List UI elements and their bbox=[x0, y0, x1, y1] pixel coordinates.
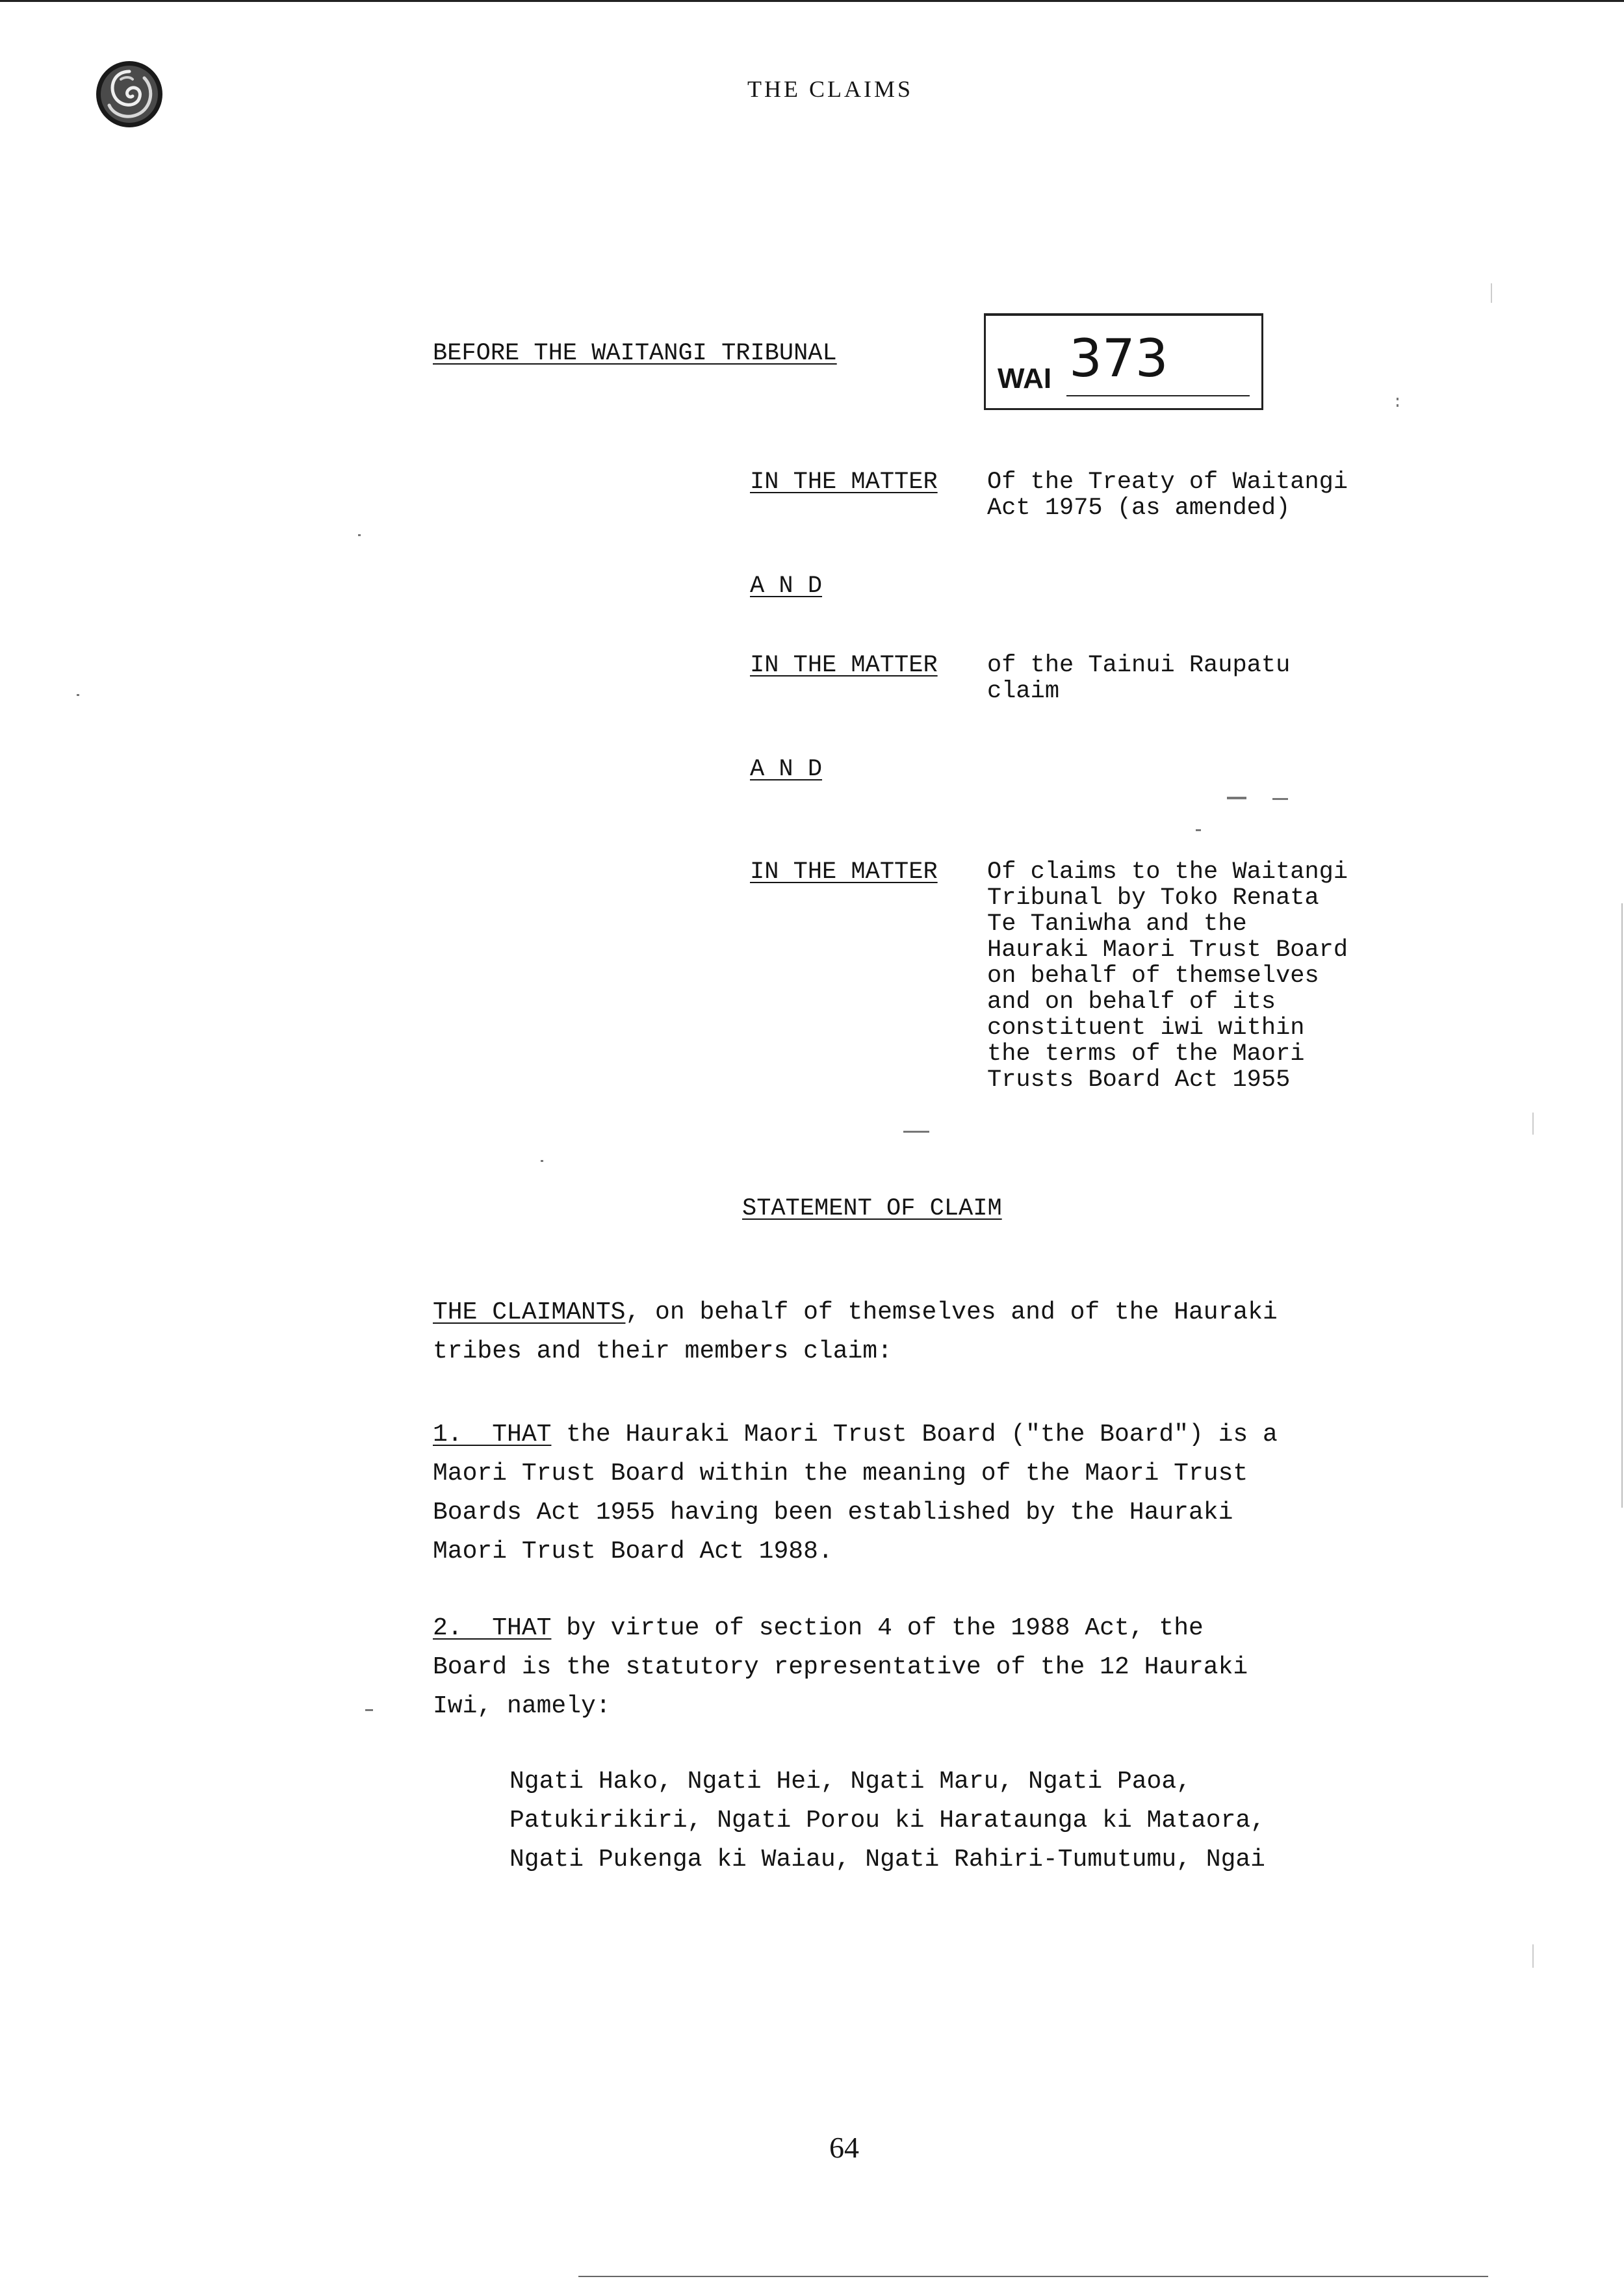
tribunal-logo bbox=[95, 60, 164, 129]
wai-number-handwritten: 373 bbox=[1069, 328, 1168, 389]
iwi-list: Ngati Hako, Ngati Hei, Ngati Maru, Ngati Paoa, Patukirikiri, Ngati Porou ki Harataunga ki Mataora, Ngati Pukenga ki Waiau, Ngati Rahiri-Tumutumu, Ngai bbox=[509, 1768, 1265, 1874]
scan-bottom-edge bbox=[578, 2276, 1488, 2277]
page-header-title: THE CLAIMS bbox=[747, 76, 913, 102]
matter-text: Of the Treaty of Waitangi Act 1975 (as amended) bbox=[987, 469, 1348, 522]
scan-speck bbox=[1227, 797, 1246, 799]
scan-speck bbox=[1397, 398, 1398, 400]
wai-label: WAI bbox=[998, 363, 1052, 394]
scan-speck bbox=[358, 534, 361, 536]
scan-speck bbox=[1532, 1944, 1534, 1968]
scan-speck bbox=[77, 694, 79, 696]
page-number: 64 bbox=[829, 2131, 859, 2164]
claim-paragraph-2 bbox=[433, 1609, 1375, 1726]
paragraph-number: 2. THAT bbox=[433, 1614, 552, 1642]
scan-speck bbox=[1491, 283, 1492, 303]
koru-emblem-icon bbox=[95, 60, 164, 129]
paragraph-text: the Hauraki Maori Trust Board ("the Board") is a Maori Trust Board within the meaning of the Maori Trust Boards Act 1955 having been established by the Hauraki Maori Trust Board Act 1988. bbox=[433, 1421, 1278, 1566]
intro-paragraph bbox=[433, 1293, 1375, 1371]
and-separator: A N D bbox=[750, 756, 823, 783]
scan-speck bbox=[1196, 829, 1201, 831]
and-separator: A N D bbox=[750, 573, 823, 600]
scan-top-edge bbox=[0, 0, 1624, 2]
claim-paragraph-1 bbox=[433, 1415, 1375, 1571]
scan-speck bbox=[1272, 798, 1288, 800]
matter-heading: IN THE MATTER bbox=[750, 469, 938, 496]
matter-heading: IN THE MATTER bbox=[750, 858, 938, 886]
scan-speck bbox=[541, 1160, 543, 1162]
paragraph-text: by virtue of section 4 of the 1988 Act, the Board is the statutory representative of the 12 Hauraki Iwi, namely: bbox=[433, 1614, 1248, 1720]
scan-speck bbox=[903, 1131, 929, 1133]
paragraph-number: 1. THAT bbox=[433, 1421, 552, 1449]
scan-speck bbox=[1397, 404, 1398, 407]
matter-text: of the Tainui Raupatu claim bbox=[987, 652, 1291, 705]
wai-underline bbox=[1066, 395, 1250, 396]
wai-stamp bbox=[984, 313, 1263, 410]
matter-heading: IN THE MATTER bbox=[750, 652, 938, 679]
scan-speck bbox=[1532, 1113, 1534, 1135]
scan-speck bbox=[365, 1709, 373, 1711]
tribunal-caption: BEFORE THE WAITANGI TRIBUNAL bbox=[433, 340, 837, 367]
claimants-lead: THE CLAIMANTS bbox=[433, 1298, 626, 1326]
scan-right-edge bbox=[1621, 903, 1623, 1508]
statement-title: STATEMENT OF CLAIM bbox=[742, 1195, 1002, 1222]
matter-text: Of claims to the Waitangi Tribunal by Toko Renata Te Taniwha and the Hauraki Maori Trust Board on behalf of themselves and on behalf of its constituent iwi within the terms of the Maori Trusts Board Act 1955 bbox=[987, 858, 1348, 1094]
intro-text: , on behalf of themselves and of the Hauraki tribes and their members claim: bbox=[433, 1298, 1278, 1365]
